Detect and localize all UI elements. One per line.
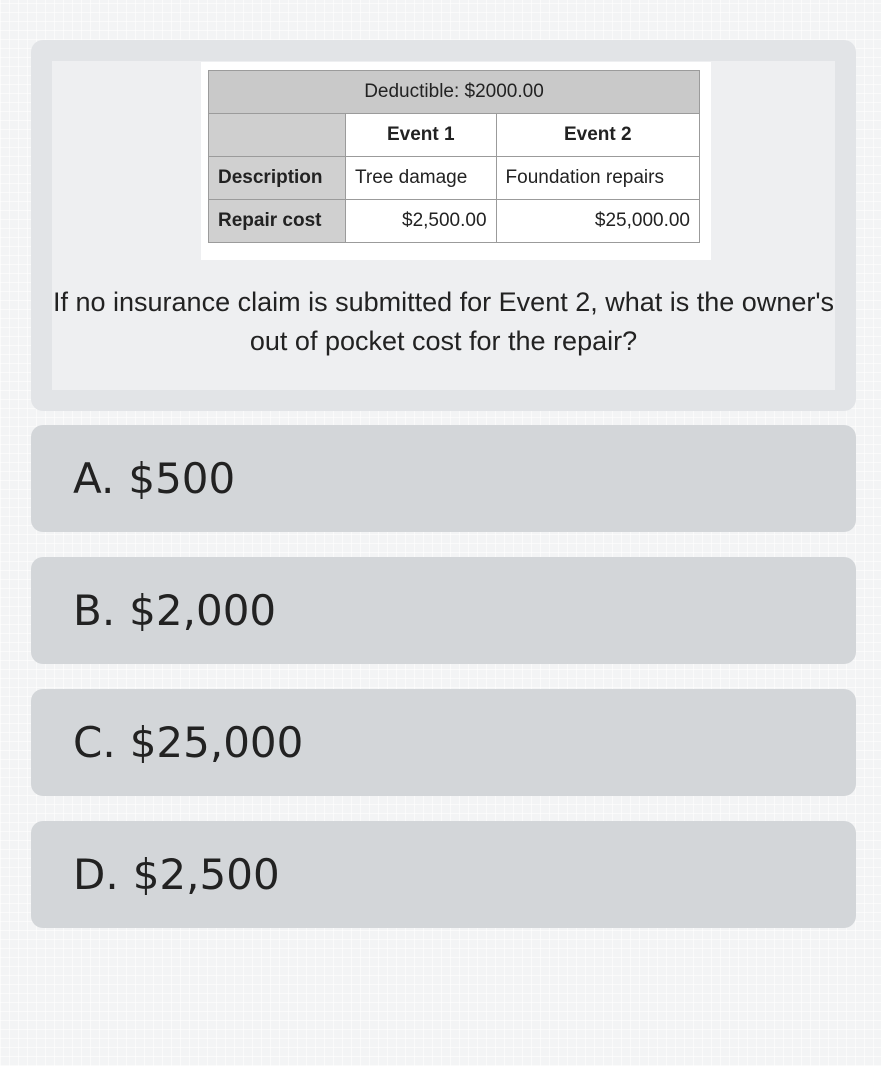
answer-value: $500 [128,454,236,503]
answer-value: $2,000 [129,586,277,635]
question-text: If no insurance claim is submitted for Event 2, what is the owner's out of pocket cost for the repair? [52,287,834,356]
event-1-description: Tree damage [346,157,497,200]
deductible-label: Deductible: $2000.00 [209,71,700,114]
event-1-repair-cost: $2,500.00 [346,200,497,243]
column-header-event-2: Event 2 [496,114,699,157]
claims-table [208,70,700,243]
table-header-row [209,71,700,114]
answer-option-c[interactable] [31,689,856,796]
claims-table-image [201,62,711,260]
table-row [209,157,700,200]
answer-letter: B. [73,586,116,635]
answer-option-b[interactable] [31,557,856,664]
table-row [209,200,700,243]
row-header-repair-cost: Repair cost [209,200,346,243]
question-card [31,40,856,411]
table-corner-cell [209,114,346,157]
row-header-description: Description [209,157,346,200]
question-panel [52,61,835,390]
answer-value: $2,500 [132,850,280,899]
answer-value: $25,000 [129,718,304,767]
answer-option-d[interactable] [31,821,856,928]
event-2-repair-cost: $25,000.00 [496,200,699,243]
column-header-event-1: Event 1 [346,114,497,157]
table-row [209,114,700,157]
answer-option-a[interactable] [31,425,856,532]
event-2-description: Foundation repairs [496,157,699,200]
answer-letter: D. [73,850,119,899]
answer-letter: A. [73,454,115,503]
answer-letter: C. [73,718,116,767]
